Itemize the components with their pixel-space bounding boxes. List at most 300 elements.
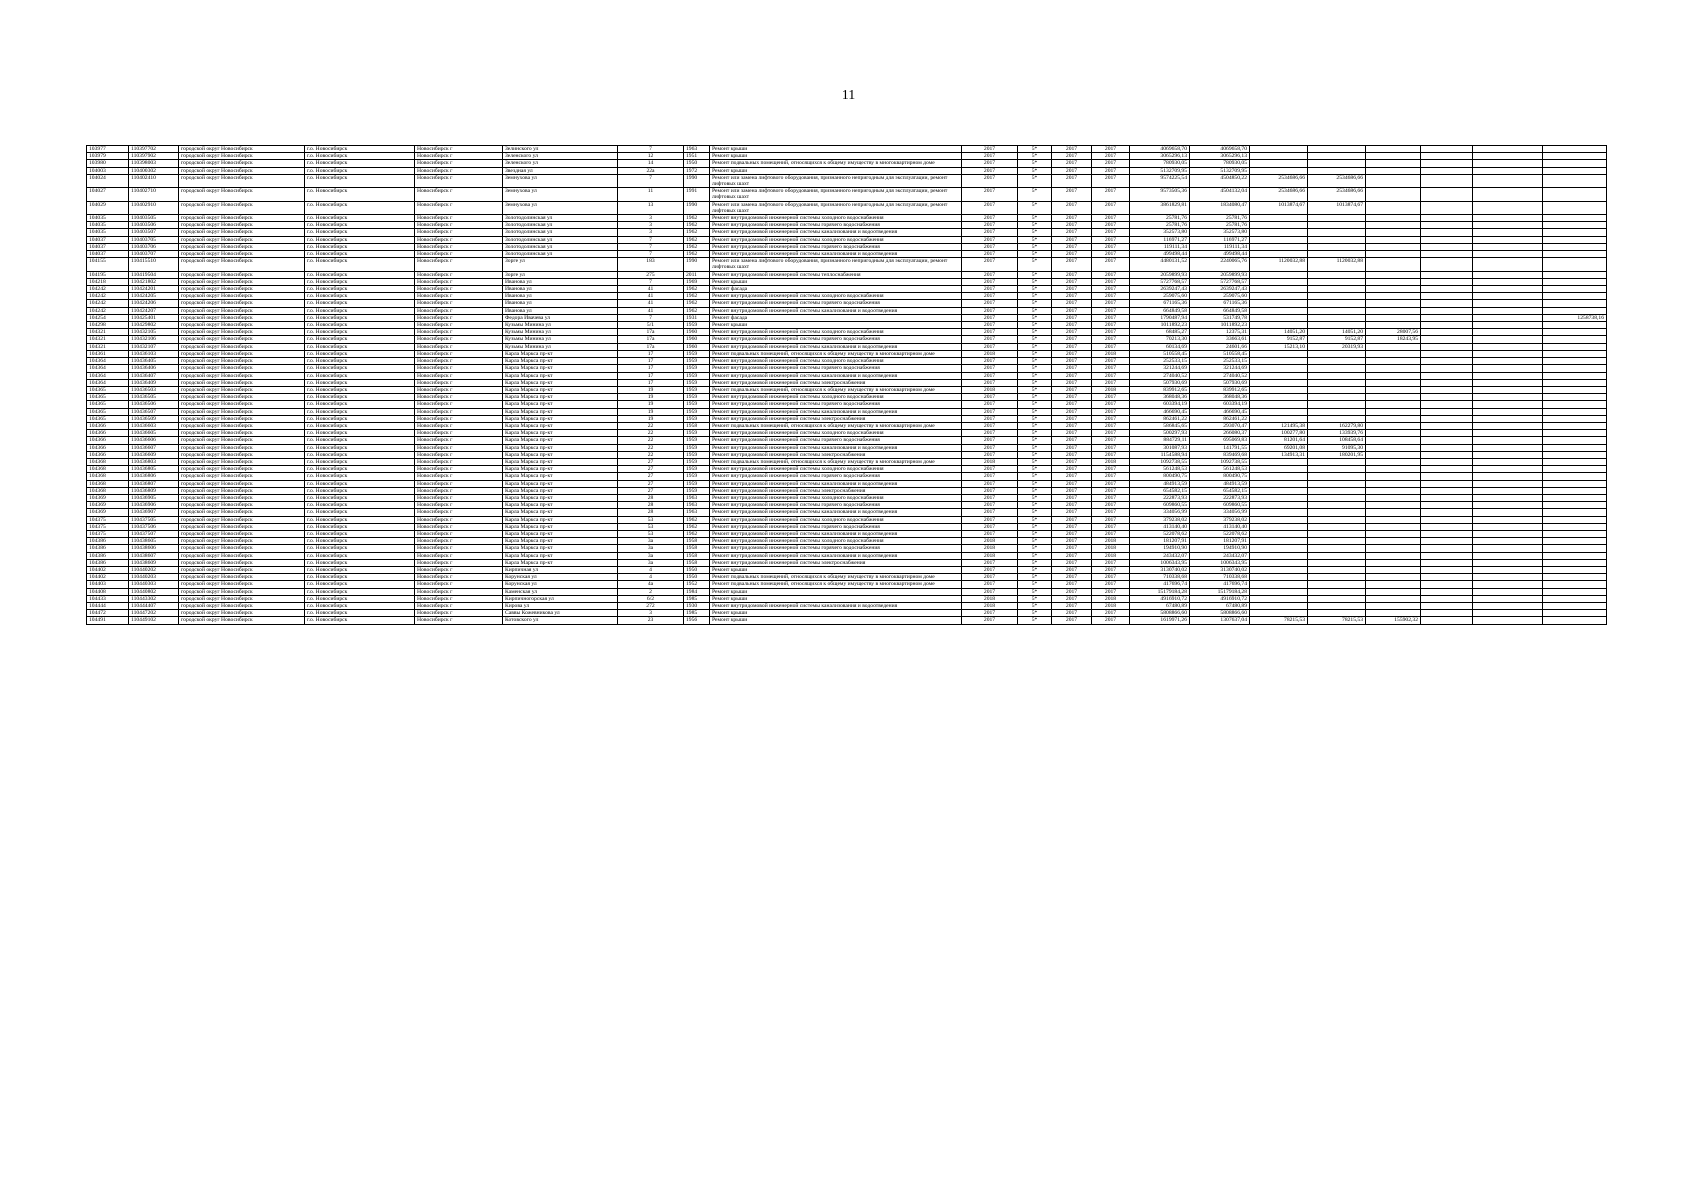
table-cell: 1963 bbox=[684, 502, 710, 509]
table-cell: 1013874,67 bbox=[1250, 201, 1308, 214]
table-cell: 110415510 bbox=[129, 258, 179, 271]
table-cell: Иванова ул bbox=[503, 307, 618, 314]
table-row bbox=[87, 160, 1607, 167]
table-cell: городской округ Новосибирск bbox=[179, 466, 305, 473]
table-cell: 2018 bbox=[1092, 386, 1130, 393]
table-cell: 134913,31 bbox=[1250, 451, 1308, 458]
table-cell: 1962 bbox=[684, 243, 710, 250]
table-cell: г.о. Новосибирск bbox=[305, 480, 415, 487]
table-cell: 104375 bbox=[87, 516, 129, 523]
table-cell bbox=[1366, 437, 1421, 444]
table-cell: 2017 bbox=[1052, 278, 1092, 285]
table-cell: 2017 bbox=[1092, 422, 1130, 429]
table-row bbox=[87, 466, 1607, 473]
table-cell bbox=[1250, 160, 1308, 167]
table-cell: 2017 bbox=[1052, 545, 1092, 552]
table-cell: г.о. Новосибирск bbox=[305, 559, 415, 566]
table-cell: 110436507 bbox=[129, 408, 179, 415]
table-cell: 2017 bbox=[1092, 559, 1130, 566]
table-cell: г.о. Новосибирск bbox=[305, 574, 415, 581]
table-cell: городской округ Новосибирск bbox=[179, 516, 305, 523]
table-cell: 5808866,60 bbox=[1190, 610, 1250, 617]
table-cell: 5* bbox=[1018, 293, 1052, 300]
table-cell: Золотодолинская ул bbox=[503, 215, 618, 222]
table-cell: г.о. Новосибирск bbox=[305, 379, 415, 386]
table-cell: 7 bbox=[618, 314, 684, 321]
table-cell bbox=[1366, 350, 1421, 357]
table-cell: 2017 bbox=[1092, 581, 1130, 588]
table-cell: 110436409 bbox=[129, 379, 179, 386]
registry-body bbox=[87, 146, 1607, 625]
table-cell: городской округ Новосибирск bbox=[179, 215, 305, 222]
table-cell: 33663,61 bbox=[1190, 336, 1250, 343]
table-cell: 2017 bbox=[962, 394, 1018, 401]
table-cell: 275 bbox=[618, 271, 684, 278]
table-cell bbox=[1366, 258, 1421, 271]
table-cell: 2017 bbox=[962, 293, 1018, 300]
table-cell bbox=[1421, 422, 1473, 429]
table-cell: 862461,22 bbox=[1130, 415, 1190, 422]
table-cell: 1959 bbox=[684, 408, 710, 415]
table-cell bbox=[1543, 566, 1607, 573]
table-cell: 5* bbox=[1018, 458, 1052, 465]
table-cell: Ремонт внутридомовой инженерной системы канализования и водоотведения bbox=[710, 509, 962, 516]
table-cell: 104365 bbox=[87, 415, 129, 422]
table-cell bbox=[1543, 307, 1607, 314]
table-cell: г.о. Новосибирск bbox=[305, 473, 415, 480]
table-cell: 2017 bbox=[1092, 523, 1130, 530]
table-cell bbox=[1250, 379, 1308, 386]
table-cell: 1960 bbox=[684, 336, 710, 343]
table-cell: 7 bbox=[618, 251, 684, 258]
table-cell: городской округ Новосибирск bbox=[179, 588, 305, 595]
table-cell bbox=[1366, 379, 1421, 386]
table-cell bbox=[1366, 595, 1421, 602]
table-cell: 2017 bbox=[962, 314, 1018, 321]
table-cell: г.о. Новосибирск bbox=[305, 487, 415, 494]
table-cell: 2017 bbox=[1052, 153, 1092, 160]
table-cell: Кирпичная ул bbox=[503, 566, 618, 573]
table-cell bbox=[1366, 372, 1421, 379]
table-cell: 654582,15 bbox=[1130, 487, 1190, 494]
table-cell bbox=[1250, 466, 1308, 473]
table-cell: 91095,30 bbox=[1308, 444, 1366, 451]
table-cell: 104365 bbox=[87, 401, 129, 408]
table-cell: 4480131,52 bbox=[1130, 258, 1190, 271]
table-cell: Ремонт внутридомовой инженерной системы горячего водоснабжения bbox=[710, 545, 962, 552]
table-cell: городской округ Новосибирск bbox=[179, 430, 305, 437]
table-cell: 2017 bbox=[962, 160, 1018, 167]
table-cell: 609860,55 bbox=[1190, 502, 1250, 509]
table-cell: 1962 bbox=[684, 523, 710, 530]
table-cell: 110436505 bbox=[129, 394, 179, 401]
table-cell bbox=[1473, 516, 1543, 523]
table-cell: 1962 bbox=[684, 286, 710, 293]
table-cell: 2017 bbox=[1092, 229, 1130, 236]
table-cell: Новосибирск г bbox=[415, 322, 503, 329]
table-cell: 466690,45 bbox=[1130, 408, 1190, 415]
table-cell: 5727768,57 bbox=[1190, 278, 1250, 285]
table-cell: 194910,90 bbox=[1130, 545, 1190, 552]
table-row bbox=[87, 437, 1607, 444]
table-cell: Новосибирск г bbox=[415, 243, 503, 250]
table-cell bbox=[1543, 458, 1607, 465]
registry-table bbox=[86, 145, 1607, 625]
table-cell: 1011892,23 bbox=[1130, 322, 1190, 329]
table-cell bbox=[1366, 293, 1421, 300]
table-cell bbox=[1473, 480, 1543, 487]
table-cell: 2017 bbox=[1092, 343, 1130, 350]
table-cell: 1959 bbox=[684, 458, 710, 465]
table-cell: Новосибирск г bbox=[415, 365, 503, 372]
table-row bbox=[87, 314, 1607, 321]
table-cell bbox=[1366, 566, 1421, 573]
table-cell: 27 bbox=[618, 480, 684, 487]
table-cell bbox=[1366, 251, 1421, 258]
table-cell: 9152,87 bbox=[1250, 336, 1308, 343]
table-cell: 2017 bbox=[1092, 358, 1130, 365]
table-cell: 2017 bbox=[962, 278, 1018, 285]
table-cell: 67480,89 bbox=[1130, 603, 1190, 610]
table-cell: Ремонт внутридомовой инженерной системы канализования и водоотведения bbox=[710, 307, 962, 314]
table-cell bbox=[1366, 271, 1421, 278]
table-cell: городской округ Новосибирск bbox=[179, 229, 305, 236]
table-cell: 110436906 bbox=[129, 502, 179, 509]
table-cell bbox=[1308, 581, 1366, 588]
table-cell bbox=[1543, 552, 1607, 559]
table-cell: Ремонт внутридомовой инженерной системы электроснабжения bbox=[710, 487, 962, 494]
table-cell bbox=[1421, 236, 1473, 243]
table-cell: 108458,64 bbox=[1308, 437, 1366, 444]
table-cell: Кузьмы Минина ул bbox=[503, 329, 618, 336]
table-cell bbox=[1421, 358, 1473, 365]
table-cell bbox=[1366, 451, 1421, 458]
table-cell: Карла Маркса пр-кт bbox=[503, 516, 618, 523]
table-cell: 19 bbox=[618, 401, 684, 408]
table-cell: 3130740,02 bbox=[1130, 566, 1190, 573]
table-cell: Зелинского ул bbox=[503, 146, 618, 153]
table-cell: 1958 bbox=[684, 559, 710, 566]
table-cell: 17а bbox=[618, 343, 684, 350]
table-row bbox=[87, 286, 1607, 293]
table-cell: 1092738,55 bbox=[1130, 458, 1190, 465]
table-cell bbox=[1366, 422, 1421, 429]
table-cell: 141791,55 bbox=[1190, 444, 1250, 451]
table-cell bbox=[1421, 153, 1473, 160]
table-cell: 2017 bbox=[1052, 588, 1092, 595]
table-cell: 2017 bbox=[1052, 509, 1092, 516]
table-row bbox=[87, 516, 1607, 523]
table-cell bbox=[1473, 271, 1543, 278]
table-cell: Карла Маркса пр-кт bbox=[503, 494, 618, 501]
table-cell: 2017 bbox=[962, 566, 1018, 573]
table-cell bbox=[1543, 480, 1607, 487]
table-cell: 780930,05 bbox=[1130, 160, 1190, 167]
table-row bbox=[87, 293, 1607, 300]
table-cell: 5* bbox=[1018, 552, 1052, 559]
table-cell: 2017 bbox=[1052, 566, 1092, 573]
table-cell: 1006343,95 bbox=[1130, 559, 1190, 566]
table-cell: городской округ Новосибирск bbox=[179, 545, 305, 552]
table-cell: 2017 bbox=[1052, 408, 1092, 415]
table-cell bbox=[1250, 610, 1308, 617]
table-cell: Новосибирск г bbox=[415, 473, 503, 480]
table-cell bbox=[1421, 530, 1473, 537]
table-cell: 2017 bbox=[1052, 236, 1092, 243]
table-cell bbox=[1250, 516, 1308, 523]
table-cell bbox=[1421, 293, 1473, 300]
table-cell: 110429802 bbox=[129, 322, 179, 329]
table-cell bbox=[1308, 236, 1366, 243]
table-cell bbox=[1308, 365, 1366, 372]
table-cell bbox=[1543, 581, 1607, 588]
table-cell bbox=[1308, 372, 1366, 379]
table-cell: Новосибирск г bbox=[415, 422, 503, 429]
table-cell: 110397702 bbox=[129, 146, 179, 153]
table-cell: 104037 bbox=[87, 251, 129, 258]
table-cell: Ремонт подвальных помещений, относящихся к общему имуществу в многоквартирном доме bbox=[710, 458, 962, 465]
table-cell bbox=[1250, 538, 1308, 545]
table-cell: 2017 bbox=[1092, 153, 1130, 160]
table-cell: городской округ Новосибирск bbox=[179, 201, 305, 214]
table-cell bbox=[1308, 251, 1366, 258]
table-cell: 104366 bbox=[87, 444, 129, 451]
table-cell bbox=[1421, 329, 1473, 336]
table-cell: городской округ Новосибирск bbox=[179, 251, 305, 258]
table-cell: 4504850,22 bbox=[1190, 174, 1250, 187]
table-cell: 5* bbox=[1018, 251, 1052, 258]
table-cell: 1990 bbox=[684, 258, 710, 271]
table-cell bbox=[1473, 188, 1543, 201]
table-cell bbox=[1473, 566, 1543, 573]
table-cell: 104321 bbox=[87, 336, 129, 343]
table-cell: 2017 bbox=[962, 229, 1018, 236]
table-row bbox=[87, 401, 1607, 408]
table-cell: 5* bbox=[1018, 201, 1052, 214]
table-cell: Новосибирск г bbox=[415, 451, 503, 458]
table-cell: Ремонт подвальных помещений, относящихся к общему имуществу в многоквартирном доме bbox=[710, 386, 962, 393]
table-cell bbox=[1543, 229, 1607, 236]
table-cell: 2017 bbox=[1052, 394, 1092, 401]
table-cell: городской округ Новосибирск bbox=[179, 566, 305, 573]
table-cell: городской округ Новосибирск bbox=[179, 372, 305, 379]
table-row bbox=[87, 451, 1607, 458]
table-cell: Ремонт внутридомовой инженерной системы холодного водоснабжения bbox=[710, 466, 962, 473]
table-cell bbox=[1250, 372, 1308, 379]
table-cell bbox=[1543, 343, 1607, 350]
table-cell: 1950 bbox=[684, 160, 710, 167]
table-cell: 22 bbox=[618, 444, 684, 451]
table-cell bbox=[1473, 160, 1543, 167]
table-cell: 2017 bbox=[1092, 222, 1130, 229]
table-cell: 2017 bbox=[1052, 574, 1092, 581]
table-cell: 5* bbox=[1018, 617, 1052, 624]
table-cell: 110436905 bbox=[129, 494, 179, 501]
table-cell: 2017 bbox=[962, 437, 1018, 444]
table-cell: 5* bbox=[1018, 336, 1052, 343]
table-cell: Новосибирск г bbox=[415, 293, 503, 300]
table-cell bbox=[1308, 146, 1366, 153]
table-cell: Ремонт крыши bbox=[710, 322, 962, 329]
table-cell bbox=[1543, 473, 1607, 480]
table-cell: г.о. Новосибирск bbox=[305, 236, 415, 243]
table-cell: 68485,27 bbox=[1130, 329, 1190, 336]
table-cell: городской округ Новосибирск bbox=[179, 286, 305, 293]
table-cell bbox=[1543, 574, 1607, 581]
table-cell: 1991 bbox=[684, 188, 710, 201]
table-cell: 110436605 bbox=[129, 430, 179, 437]
table-cell: городской округ Новосибирск bbox=[179, 451, 305, 458]
table-cell bbox=[1366, 386, 1421, 393]
table-cell: 5* bbox=[1018, 174, 1052, 187]
table-row bbox=[87, 329, 1607, 336]
table-cell: 2017 bbox=[1052, 401, 1092, 408]
table-cell: 104003 bbox=[87, 167, 129, 174]
table-cell: 18243,95 bbox=[1366, 336, 1421, 343]
table-cell: 183 bbox=[618, 258, 684, 271]
table-cell: 2017 bbox=[1092, 408, 1130, 415]
table-cell: городской округ Новосибирск bbox=[179, 530, 305, 537]
table-cell: 24601,66 bbox=[1190, 343, 1250, 350]
table-cell: городской округ Новосибирск bbox=[179, 581, 305, 588]
table-cell bbox=[1543, 595, 1607, 602]
table-cell: городской округ Новосибирск bbox=[179, 160, 305, 167]
table-cell: 5* bbox=[1018, 236, 1052, 243]
table-cell bbox=[1366, 188, 1421, 201]
table-cell bbox=[1473, 300, 1543, 307]
table-cell bbox=[1308, 293, 1366, 300]
table-row bbox=[87, 603, 1607, 610]
table-cell: Ремонт или замена лифтового оборудования, признанного непригодным для эксплуатации, ремонт лифтовых шахт bbox=[710, 174, 962, 187]
table-cell: 5* bbox=[1018, 545, 1052, 552]
table-cell bbox=[1421, 167, 1473, 174]
table-cell: г.о. Новосибирск bbox=[305, 523, 415, 530]
table-cell: 104375 bbox=[87, 530, 129, 537]
table-cell: Ремонт крыши bbox=[710, 610, 962, 617]
table-cell: 1959 bbox=[684, 350, 710, 357]
table-cell: 2018 bbox=[1092, 458, 1130, 465]
table-cell: 1990 bbox=[684, 201, 710, 214]
table-cell bbox=[1543, 336, 1607, 343]
table-cell: Земнухова ул bbox=[503, 201, 618, 214]
table-cell bbox=[1250, 480, 1308, 487]
table-cell: Новосибирск г bbox=[415, 160, 503, 167]
table-cell: Карла Маркса пр-кт bbox=[503, 545, 618, 552]
table-cell: Карла Маркса пр-кт bbox=[503, 451, 618, 458]
table-cell bbox=[1250, 588, 1308, 595]
table-cell: 2017 bbox=[1052, 502, 1092, 509]
table-cell bbox=[1366, 552, 1421, 559]
table-cell bbox=[1421, 243, 1473, 250]
table-cell bbox=[1250, 278, 1308, 285]
table-cell: Ремонт подвальных помещений, относящихся к общему имуществу в многоквартирном доме bbox=[710, 581, 962, 588]
table-cell: городской округ Новосибирск bbox=[179, 415, 305, 422]
table-cell: 2017 bbox=[1052, 286, 1092, 293]
table-cell bbox=[1250, 487, 1308, 494]
table-cell: городской округ Новосибирск bbox=[179, 336, 305, 343]
table-cell: Кузьмы Минина ул bbox=[503, 343, 618, 350]
table-cell: 104472 bbox=[87, 610, 129, 617]
table-row bbox=[87, 258, 1607, 271]
table-cell: городской округ Новосибирск bbox=[179, 617, 305, 624]
table-cell bbox=[1366, 466, 1421, 473]
table-cell: городской округ Новосибирск bbox=[179, 350, 305, 357]
table-cell: 110421802 bbox=[129, 278, 179, 285]
table-cell: 110403505 bbox=[129, 215, 179, 222]
table-cell: 110432106 bbox=[129, 336, 179, 343]
table-cell: 2017 bbox=[962, 286, 1018, 293]
table-cell: 2017 bbox=[1052, 559, 1092, 566]
table-cell: 800490,75 bbox=[1130, 473, 1190, 480]
table-cell: 110436803 bbox=[129, 458, 179, 465]
table-cell bbox=[1366, 473, 1421, 480]
table-cell: 3130740,02 bbox=[1190, 566, 1250, 573]
table-cell: Ремонт внутридомовой инженерной системы электроснабжения bbox=[710, 379, 962, 386]
table-cell: 110440202 bbox=[129, 566, 179, 573]
table-cell bbox=[1366, 444, 1421, 451]
table-cell: 2017 bbox=[1092, 201, 1130, 214]
table-cell: 5* bbox=[1018, 451, 1052, 458]
table-cell: 334056,99 bbox=[1130, 509, 1190, 516]
table-cell: 2017 bbox=[1092, 236, 1130, 243]
table-cell: г.о. Новосибирск bbox=[305, 530, 415, 537]
table-cell bbox=[1543, 215, 1607, 222]
table-cell: 2017 bbox=[1052, 617, 1092, 624]
table-cell: Карла Маркса пр-кт bbox=[503, 523, 618, 530]
table-cell: 2017 bbox=[1092, 617, 1130, 624]
table-cell: Иванова ул bbox=[503, 293, 618, 300]
table-cell: 2017 bbox=[962, 307, 1018, 314]
table-cell bbox=[1543, 610, 1607, 617]
table-cell: 2017 bbox=[962, 509, 1018, 516]
table-cell: 104321 bbox=[87, 329, 129, 336]
table-cell: 3а bbox=[618, 559, 684, 566]
table-cell: 110436603 bbox=[129, 422, 179, 429]
table-cell bbox=[1473, 422, 1543, 429]
table-cell: Новосибирск г bbox=[415, 222, 503, 229]
table-cell bbox=[1366, 236, 1421, 243]
table-cell: 2018 bbox=[1092, 595, 1130, 602]
table-cell: 2017 bbox=[1092, 258, 1130, 271]
table-cell bbox=[1421, 146, 1473, 153]
table-cell: 1959 bbox=[684, 372, 710, 379]
table-cell bbox=[1308, 494, 1366, 501]
table-cell: 110400302 bbox=[129, 167, 179, 174]
table-row bbox=[87, 430, 1607, 437]
table-cell: г.о. Новосибирск bbox=[305, 509, 415, 516]
table-cell: г.о. Новосибирск bbox=[305, 545, 415, 552]
table-cell: Золотодолинская ул bbox=[503, 251, 618, 258]
table-cell bbox=[1250, 167, 1308, 174]
table-cell: 104369 bbox=[87, 509, 129, 516]
table-cell: 484913,59 bbox=[1130, 480, 1190, 487]
table-cell bbox=[1366, 603, 1421, 610]
table-cell: 413140,40 bbox=[1130, 523, 1190, 530]
table-cell bbox=[1543, 174, 1607, 187]
table-cell bbox=[1308, 509, 1366, 516]
table-cell: 2017 bbox=[1092, 530, 1130, 537]
table-cell bbox=[1473, 201, 1543, 214]
table-cell: 334056,99 bbox=[1190, 509, 1250, 516]
table-cell: 695069,83 bbox=[1190, 437, 1250, 444]
table-cell bbox=[1473, 153, 1543, 160]
table-row bbox=[87, 300, 1607, 307]
table-cell: 2017 bbox=[1052, 146, 1092, 153]
table-row bbox=[87, 215, 1607, 222]
table-cell bbox=[1421, 300, 1473, 307]
table-cell: 5* bbox=[1018, 153, 1052, 160]
table-cell bbox=[1250, 307, 1308, 314]
